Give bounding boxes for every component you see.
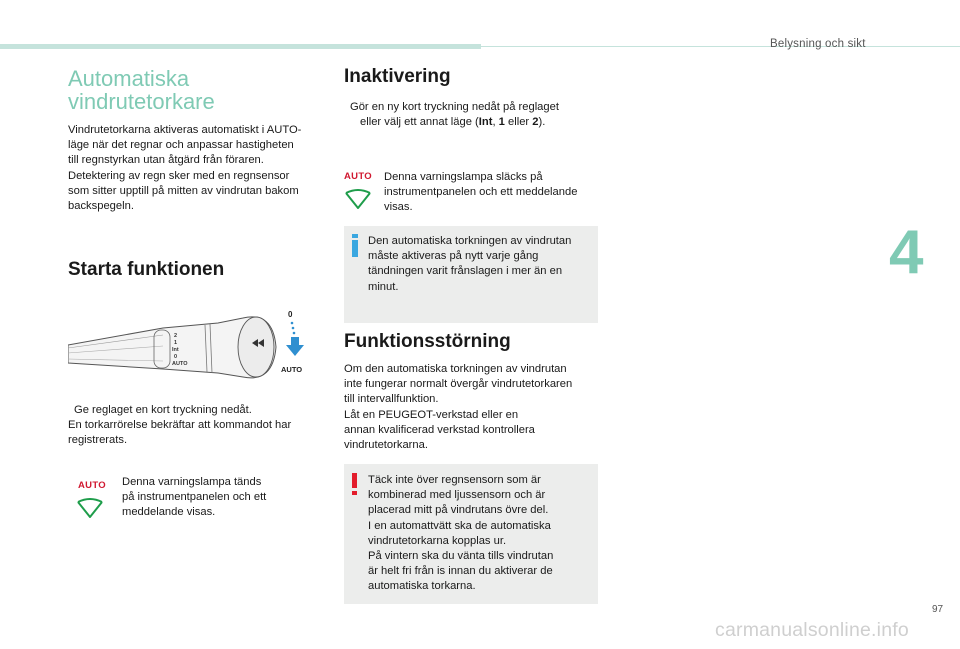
position-label: 0: [174, 354, 178, 360]
text-line: I en automattvätt ska de automatiska: [368, 519, 551, 532]
position-label: 1: [174, 340, 178, 346]
text-line: läge när det regnar och anpassar hastigheten: [68, 139, 294, 152]
text-line: som sitter upptill på mitten av vindrutan bakom: [68, 184, 299, 197]
text-line: backspegeln.: [68, 200, 134, 213]
text-line: Gör en ny kort tryckning nedåt på reglaget: [350, 101, 559, 113]
auto-wiper-lamp-icon: [76, 495, 104, 519]
position-label: Int: [172, 347, 179, 353]
text-line: vindrutetorkarna.: [344, 439, 428, 452]
mode-1: 1: [498, 116, 505, 129]
text-segment: eller välj ett annat läge (: [360, 116, 479, 129]
text-line: till intervallfunktion.: [344, 393, 439, 406]
watermark: carmanualsonline.info: [715, 619, 909, 641]
text-line: är helt fri från is innan du aktiverar de: [368, 565, 553, 578]
mode-int: Int: [478, 116, 493, 129]
text-line: inte fungerar normalt övergår vindrutetorkaren: [344, 378, 573, 391]
header-accent-bar: [0, 44, 481, 49]
funktionsstorning-paragraph: [344, 362, 599, 453]
funktionsstorning-heading: Funktionsstörning: [344, 331, 511, 352]
text-segment: eller: [504, 116, 533, 129]
text-line: Vindrutetorkarna aktiveras automatiskt i AUTO-: [68, 124, 302, 136]
warning-text: [368, 473, 592, 595]
header-rule: [481, 46, 960, 47]
wiper-stalk-illustration: [68, 303, 328, 395]
text-line: En torkarrörelse bekräftar att kommandot har: [68, 419, 292, 431]
text-line: Låt en PEUGEOT-verkstad eller en: [344, 408, 519, 421]
text-line: Denna varningslampa tänds: [122, 476, 262, 488]
inaktivering-bullet: [344, 100, 599, 130]
auto-indicator-label: AUTO: [344, 171, 372, 182]
lamp-on-text: [122, 475, 312, 521]
text-line: minut.: [368, 280, 399, 293]
position-bottom-label: AUTO: [281, 365, 303, 374]
text-line: vindrutetorkarna kopplas ur.: [368, 534, 507, 547]
text-line: måste aktiveras på nytt varje gång: [368, 250, 539, 263]
intro-paragraph: [68, 123, 330, 214]
text-line: Den automatiska torkningen av vindrutan: [368, 235, 572, 247]
text-line: instrumentpanelen och ett meddelande: [384, 186, 578, 199]
text-line: till regnstyrkan utan åtgärd från föraren.: [68, 154, 264, 167]
start-heading: Starta funktionen: [68, 259, 225, 280]
text-line: placerad mitt på vindrutans övre del.: [368, 504, 549, 517]
auto-wiper-lamp-icon: [344, 186, 372, 210]
text-line: Om den automatiska torkningen av vindrutan: [344, 363, 567, 375]
press-down-arrow-icon: [286, 322, 304, 356]
text-line: visas.: [384, 201, 413, 214]
text-segment: ,: [492, 116, 499, 129]
lamp-off-text: [384, 170, 594, 216]
title-line: Automatiska: [68, 66, 190, 91]
mode-2: 2: [532, 116, 539, 129]
position-label: 2: [174, 333, 178, 339]
position-top-label: 0: [288, 310, 293, 319]
chapter-number: 4: [889, 218, 924, 287]
text-line: automatiska torkarna.: [368, 580, 476, 593]
text-line: på instrumentpanelen och ett: [122, 491, 267, 504]
auto-indicator-label: AUTO: [78, 480, 106, 491]
page-title: [68, 67, 328, 113]
start-bullet: [68, 403, 330, 418]
text-line: kombinerad med ljussensorn och är: [368, 489, 546, 502]
text-line: På vintern ska du vänta tills vindrutan: [368, 550, 554, 563]
text-line: meddelande visas.: [122, 506, 216, 519]
text-line: Detektering av regn sker med en regnsensor: [68, 169, 290, 182]
text-line: registrerats.: [68, 434, 128, 447]
text-line: Denna varningslampa släcks på: [384, 171, 543, 183]
text-segment: ).: [538, 116, 546, 129]
inaktivering-heading: Inaktivering: [344, 66, 451, 87]
text-line: tändningen varit frånslagen i mer än en: [368, 265, 563, 278]
text-line: annan kvalificerad verkstad kontrollera: [344, 423, 535, 436]
text-line: Täck inte över regnsensorn som är: [368, 474, 541, 486]
start-bullet-text: Ge reglaget en kort tryckning nedåt.: [74, 404, 252, 416]
title-line: vindrutetorkare: [68, 89, 215, 114]
info-text: [368, 234, 592, 295]
section-header: Belysning och sikt: [770, 38, 866, 50]
start-paragraph: [68, 418, 330, 448]
page-number: 97: [932, 604, 944, 615]
position-label: AUTO: [172, 361, 188, 367]
